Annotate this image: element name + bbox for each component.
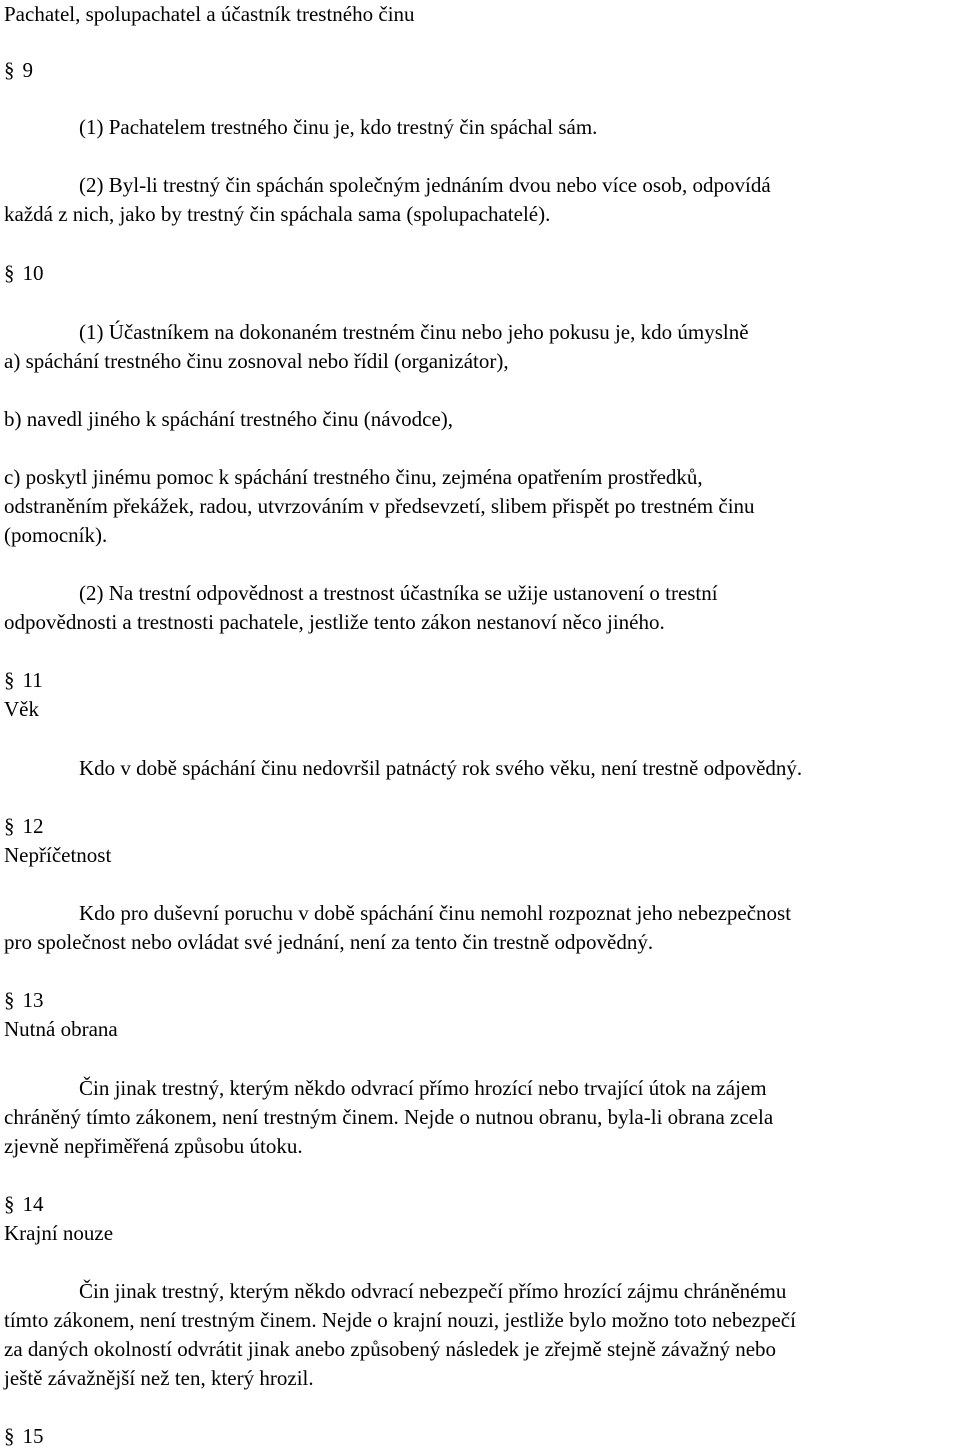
paragraph-line: Čin jinak trestný, kterým někdo odvrací přímo hrozící nebo trvající útok na zájem xyxy=(79,1076,767,1100)
paragraph-line: chráněný tímto zákonem, není trestným činem. Nejde o nutnou obranu, byla-li obrana zcela xyxy=(4,1105,774,1129)
section-title: Nutná obrana xyxy=(4,1017,118,1041)
section-title: Krajní nouze xyxy=(4,1221,114,1245)
paragraph-line: a) spáchání trestného činu zosnoval nebo řídil (organizátor), xyxy=(4,349,509,373)
paragraph-line: Kdo v době spáchání činu nedovršil patnáctý rok svého věku, není trestně odpovědný. xyxy=(79,756,803,780)
paragraph-line: c) poskytl jinému pomoc k spáchání trestného činu, zejména opatřením prostředků, xyxy=(4,465,703,489)
paragraph-line: (1) Pachatelem trestného činu je, kdo trestný čin spáchal sám. xyxy=(79,115,598,139)
paragraph-line: odstraněním překážek, radou, utvrzováním v předsevzetí, slibem přispět po trestném činu xyxy=(4,494,755,518)
section-number: 13 xyxy=(22,988,44,1012)
section-10-header xyxy=(4,259,44,288)
paragraph-line: za daných okolností odvrátit jinak anebo způsobený následek je zřejmě stejně závažný nebo xyxy=(4,1337,777,1361)
section-symbol: § xyxy=(4,1424,15,1448)
section-title: Nepříčetnost xyxy=(4,843,112,867)
paragraph-line: (2) Byl-li trestný čin spáchán společným jednáním dvou nebo více osob, odpovídá xyxy=(79,173,771,197)
section-9-header xyxy=(4,56,33,85)
section-symbol: § xyxy=(4,988,15,1012)
section-symbol: § xyxy=(4,668,15,692)
section-symbol: § xyxy=(4,1192,15,1216)
paragraph-line: (pomocník). xyxy=(4,523,108,547)
section-title: Věk xyxy=(4,697,39,721)
section-symbol: § xyxy=(4,58,15,82)
section-12-header xyxy=(4,812,44,841)
paragraph-line: ještě závažnější než ten, který hrozil. xyxy=(4,1366,314,1390)
section-number: 9 xyxy=(22,58,33,82)
section-13-header xyxy=(4,986,44,1015)
paragraph-line: b) navedl jiného k spáchání trestného činu (návodce), xyxy=(4,407,454,431)
section-11-header xyxy=(4,666,43,695)
section-number: 11 xyxy=(22,668,43,692)
paragraph-line: každá z nich, jako by trestný čin spáchala sama (spolupachatelé). xyxy=(4,202,551,226)
paragraph-line: (2) Na trestní odpovědnost a trestnost účastníka se užije ustanovení o trestní xyxy=(79,581,718,605)
section-14-header xyxy=(4,1190,44,1219)
section-symbol: § xyxy=(4,261,15,285)
paragraph-line: pro společnost nebo ovládat své jednání, není za tento čin trestně odpovědný. xyxy=(4,930,654,954)
document-heading: Pachatel, spolupachatel a účastník trestného činu xyxy=(4,2,415,26)
section-number: 14 xyxy=(22,1192,44,1216)
paragraph-line: zjevně nepřiměřená způsobu útoku. xyxy=(4,1134,303,1158)
paragraph-line: odpovědnosti a trestnosti pachatele, jestliže tento zákon nestanoví něco jiného. xyxy=(4,610,665,634)
section-number: 12 xyxy=(22,814,44,838)
paragraph-line: Kdo pro duševní poruchu v době spáchání činu nemohl rozpoznat jeho nebezpečnost xyxy=(79,901,792,925)
section-number: 10 xyxy=(22,261,44,285)
paragraph-line: Čin jinak trestný, kterým někdo odvrací nebezpečí přímo hrozící zájmu chráněnému xyxy=(79,1279,787,1303)
paragraph-line: (1) Účastníkem na dokonaném trestném činu nebo jeho pokusu je, kdo úmyslně xyxy=(79,320,749,344)
paragraph-line: tímto zákonem, není trestným činem. Nejde o krajní nouzi, jestliže bylo možno toto nebezpečí xyxy=(4,1308,796,1332)
section-symbol: § xyxy=(4,814,15,838)
section-number: 15 xyxy=(22,1424,44,1448)
section-15-header xyxy=(4,1422,44,1451)
